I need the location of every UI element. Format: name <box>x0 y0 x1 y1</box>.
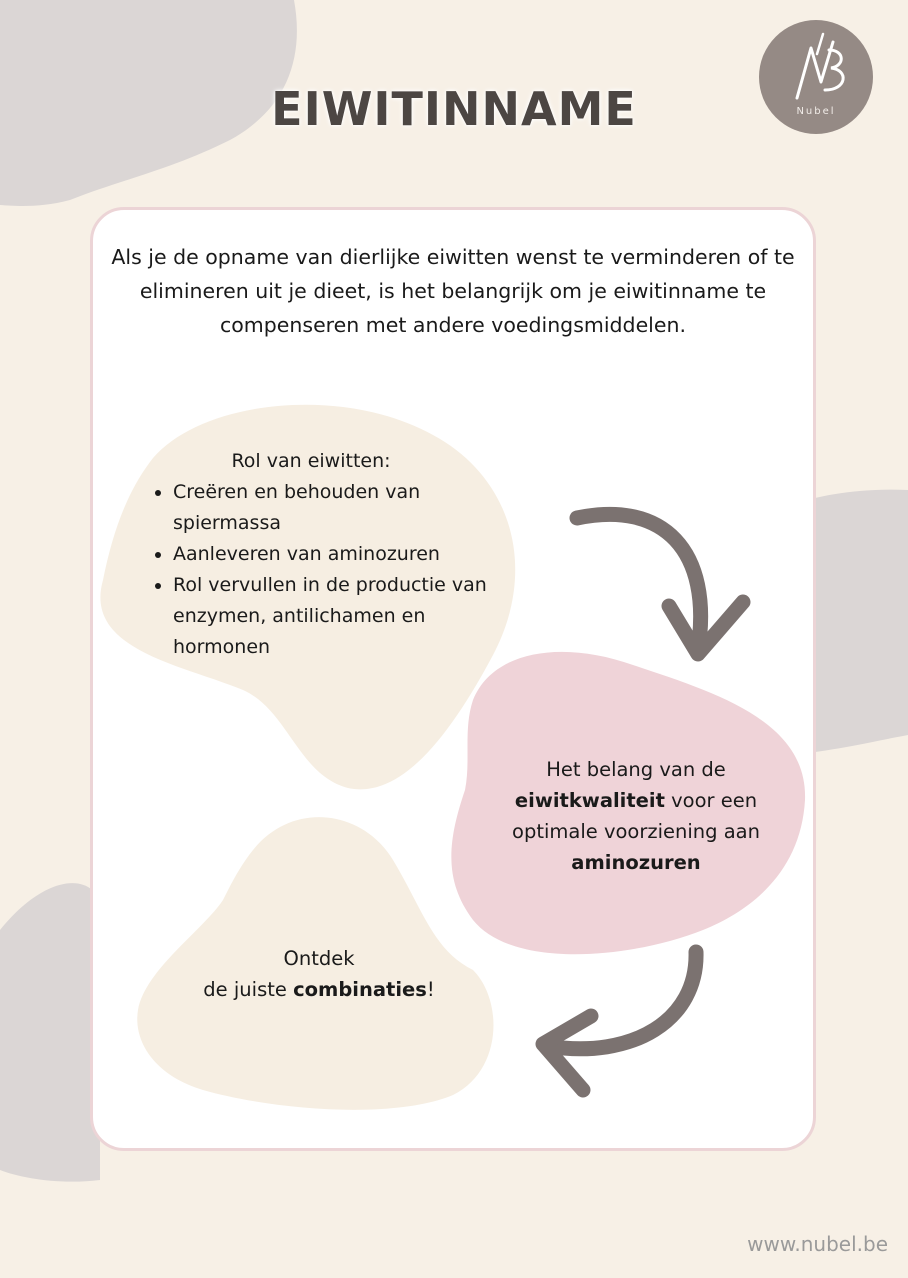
role-title: Rol van eiwitten: <box>231 450 391 472</box>
combinations-line-1: Ontdek <box>283 947 355 970</box>
role-section <box>141 446 511 663</box>
quality-text-2: voor een optimale voorziening aan <box>512 789 760 843</box>
quality-bold-1: eiwitkwaliteit <box>514 789 665 812</box>
footer-url: www.nubel.be <box>747 1232 888 1256</box>
grey-blob-bottom-left <box>0 883 100 1182</box>
content-card <box>90 207 816 1151</box>
list-item: • Rol vervullen in de productie van enzymen, antilichamen en hormonen <box>173 570 511 663</box>
curved-arrow-left-icon <box>543 952 696 1090</box>
quality-text-1: Het belang van de <box>546 758 726 781</box>
combinations-exclaim: ! <box>426 978 435 1001</box>
combinations-text: de juiste <box>203 978 287 1001</box>
combinations-section <box>189 943 449 1005</box>
page-title: EIWITINNAME <box>271 82 637 136</box>
quality-section <box>486 754 786 878</box>
intro-paragraph: Als je de opname van dierlijke eiwitten wenst te verminderen of te elimineren uit je dieet, is het belangrijk om je eiwitinname te compenseren met andere voedingsmiddelen. <box>111 245 795 337</box>
list-item: • Creëren en behouden van spiermassa <box>173 477 511 539</box>
nubel-logo <box>759 20 873 134</box>
curved-arrow-down-icon <box>577 514 743 654</box>
list-item: • Aanleveren van aminozuren <box>173 539 511 570</box>
quality-bold-2: aminozuren <box>571 851 701 874</box>
combinations-bold: combinaties <box>293 978 427 1001</box>
role-list <box>141 477 511 663</box>
combinations-line-2 <box>189 974 449 1005</box>
logo-text: Nubel <box>796 106 836 117</box>
card-shapes <box>93 210 813 1148</box>
